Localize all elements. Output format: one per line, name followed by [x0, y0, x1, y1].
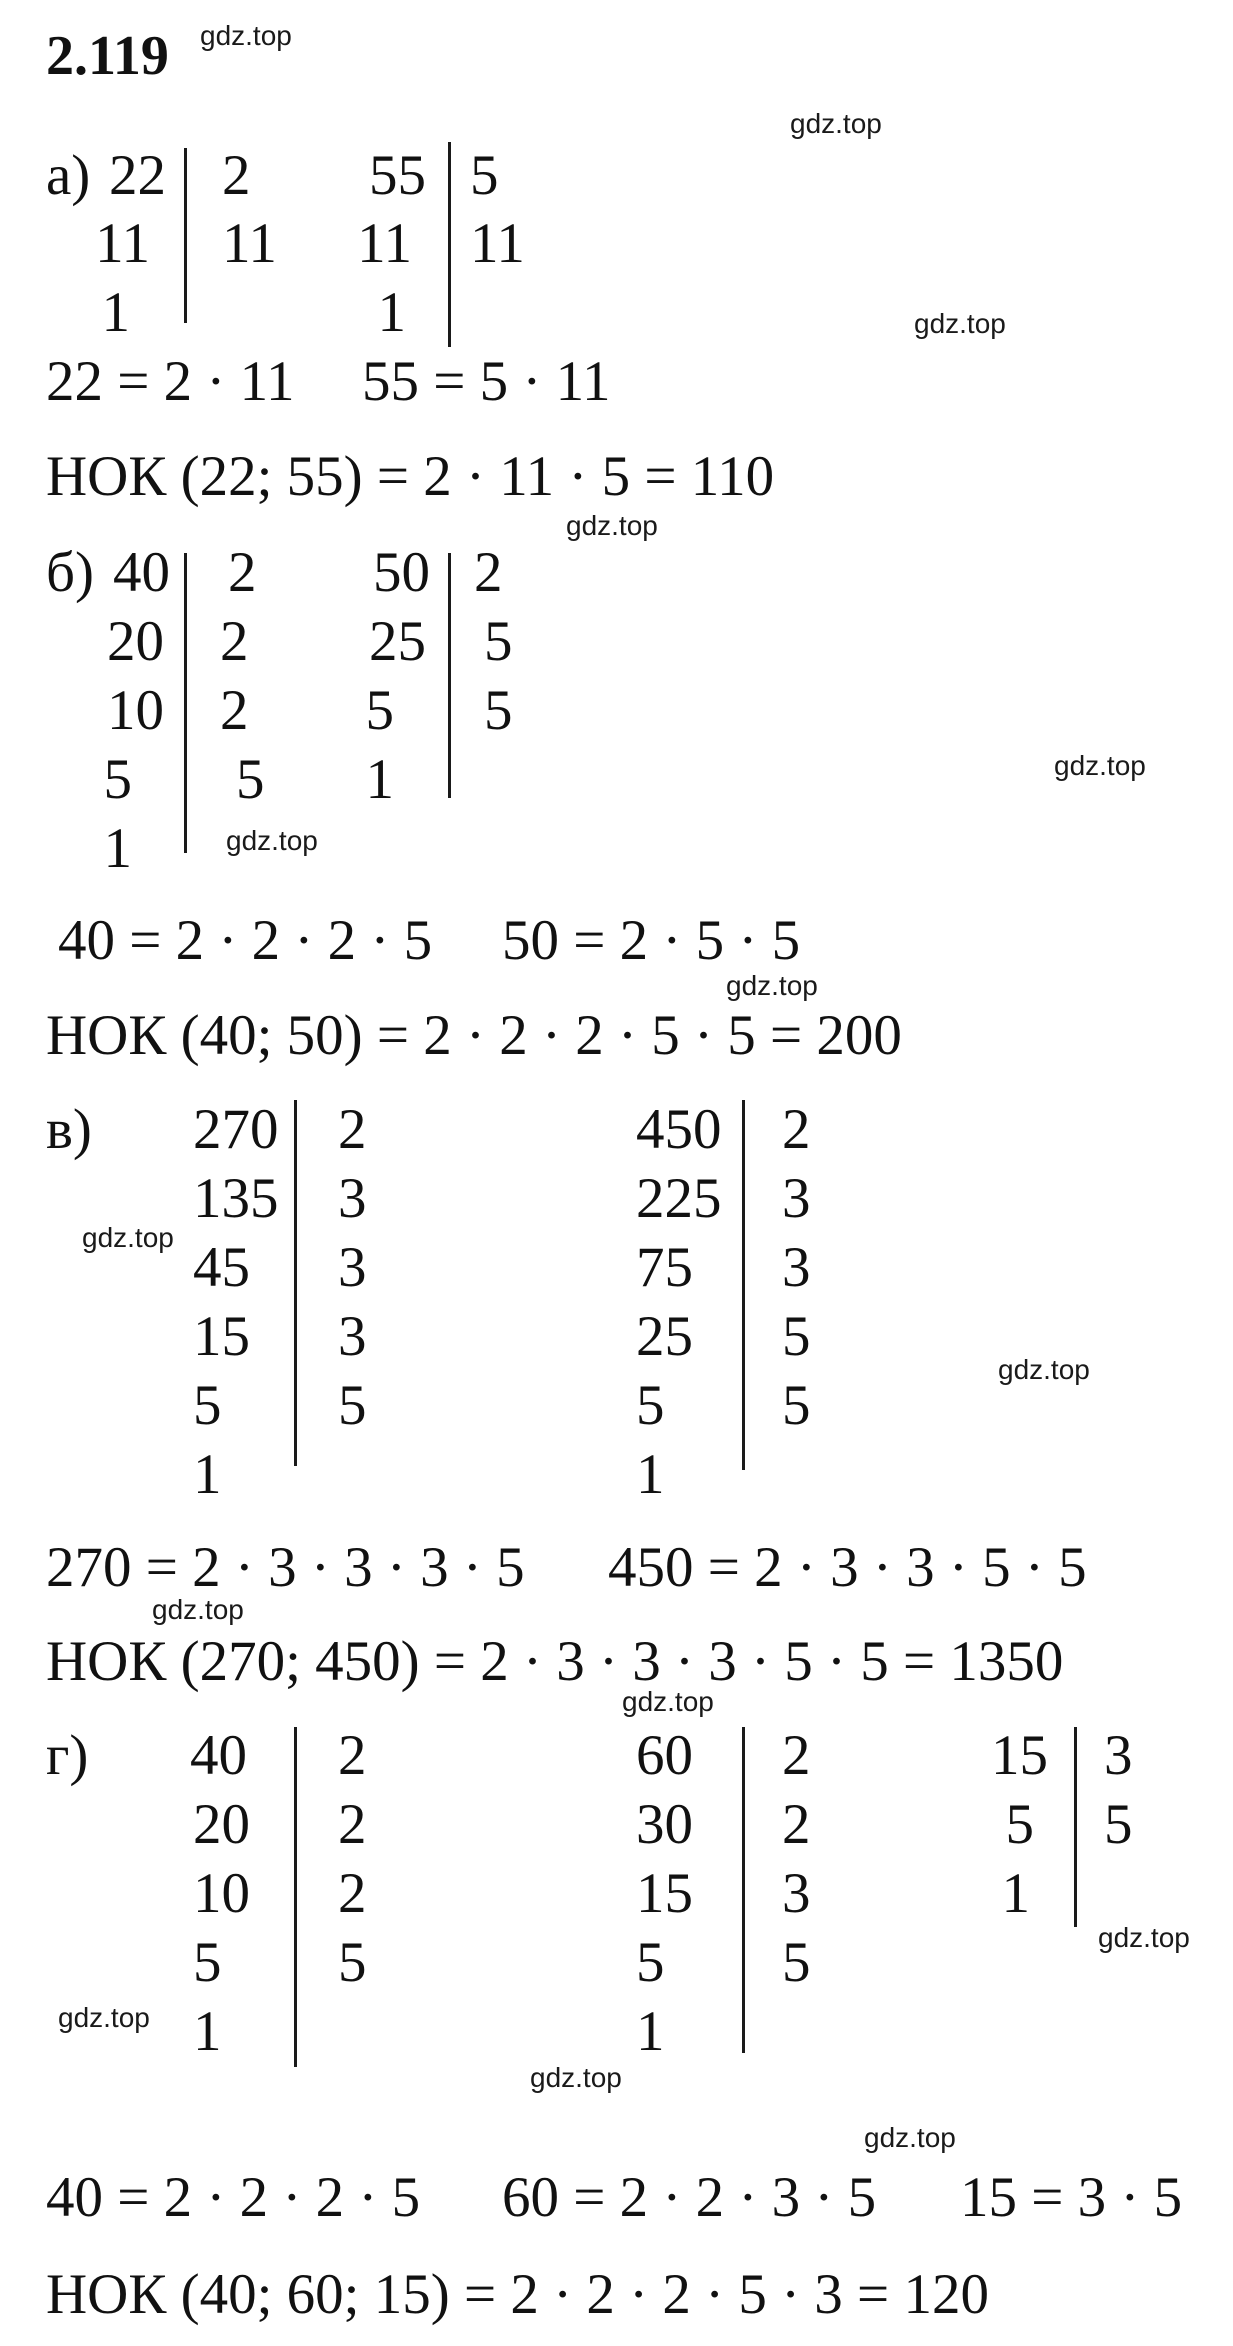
- part-a-t1-factor: 11: [222, 212, 277, 275]
- watermark: gdz.top: [152, 1594, 244, 1625]
- division-bar: [448, 142, 451, 347]
- part-v-t1-factor: 3: [338, 1236, 367, 1299]
- part-a-t2-number: 1: [377, 281, 406, 344]
- part-g-t3-factor: 3: [1104, 1724, 1133, 1787]
- part-a-factorization: 22 = 2 · 11: [46, 350, 295, 413]
- part-a-t1-factor: 2: [222, 144, 251, 207]
- watermark: gdz.top: [1098, 1922, 1190, 1953]
- part-v-t2-number: 450: [636, 1098, 722, 1161]
- part-g-t1-factor: 2: [338, 1724, 367, 1787]
- watermark: gdz.top: [998, 1354, 1090, 1385]
- part-b-t1-factor: 2: [220, 679, 249, 742]
- part-v-t2-number: 75: [636, 1236, 693, 1299]
- watermark: gdz.top: [1054, 750, 1146, 781]
- part-g-t3-factor: 5: [1104, 1793, 1133, 1856]
- part-a-t1-number: 1: [101, 281, 130, 344]
- part-b-t2-number: 50: [373, 541, 430, 604]
- part-g-factorization: 40 = 2 · 2 · 2 · 5: [46, 2166, 421, 2229]
- division-bar: [184, 148, 187, 323]
- part-v-factorization: 450 = 2 · 3 · 3 · 5 · 5: [608, 1536, 1087, 1599]
- part-b-label: б): [46, 541, 94, 604]
- division-bar: [742, 1727, 745, 2053]
- part-g-t3-number: 15: [991, 1724, 1048, 1787]
- part-b-t2-factor: 5: [484, 610, 513, 673]
- division-bar: [742, 1100, 745, 1470]
- part-b-t1-number: 40: [113, 541, 170, 604]
- part-g-t2-factor: 3: [782, 1862, 811, 1925]
- part-v-t1-number: 1: [193, 1443, 222, 1506]
- watermark: gdz.top: [200, 20, 292, 51]
- part-g-t2-factor: 2: [782, 1793, 811, 1856]
- part-b-t1-factor: 2: [220, 610, 249, 673]
- part-v-t2-factor: 2: [782, 1098, 811, 1161]
- part-v-t1-number: 15: [193, 1305, 250, 1368]
- part-v-t1-factor: 2: [338, 1098, 367, 1161]
- part-g-t2-factor: 2: [782, 1724, 811, 1787]
- watermark: gdz.top: [914, 308, 1006, 339]
- part-v-t1-factor: 5: [338, 1374, 367, 1437]
- part-b-t2-number: 5: [365, 679, 394, 742]
- part-g-t2-number: 5: [636, 1931, 665, 1994]
- part-v-t2-factor: 5: [782, 1374, 811, 1437]
- part-b-factorization: 50 = 2 · 5 · 5: [502, 909, 801, 972]
- part-a-factorization: 55 = 5 · 11: [362, 350, 611, 413]
- watermark: gdz.top: [622, 1686, 714, 1717]
- part-g-label: г): [46, 1724, 89, 1787]
- division-bar: [1074, 1727, 1077, 1927]
- part-g-factorization: 60 = 2 · 2 · 3 · 5: [502, 2166, 877, 2229]
- part-v-t2-number: 25: [636, 1305, 693, 1368]
- part-a-t2-number: 11: [357, 212, 412, 275]
- part-g-t2-number: 60: [636, 1724, 693, 1787]
- part-g-t2-factor: 5: [782, 1931, 811, 1994]
- part-v-t2-factor: 3: [782, 1167, 811, 1230]
- part-a-t2-number: 55: [369, 144, 426, 207]
- part-b-t1-number: 1: [103, 817, 132, 880]
- watermark: gdz.top: [790, 108, 882, 139]
- part-v-factorization: 270 = 2 · 3 · 3 · 3 · 5: [46, 1536, 525, 1599]
- part-b-t2-number: 25: [369, 610, 426, 673]
- part-b-t2-factor: 2: [474, 541, 503, 604]
- part-a-t1-number: 22: [109, 144, 166, 207]
- part-g-t1-number: 1: [193, 2000, 222, 2063]
- part-b-factorization: 40 = 2 · 2 · 2 · 5: [58, 909, 433, 972]
- part-v-t1-number: 45: [193, 1236, 250, 1299]
- part-a-t1-number: 11: [95, 212, 150, 275]
- part-v-t2-number: 225: [636, 1167, 722, 1230]
- part-v-t1-number: 5: [193, 1374, 222, 1437]
- part-g-t3-number: 5: [1005, 1793, 1034, 1856]
- part-v-t2-factor: 5: [782, 1305, 811, 1368]
- watermark: gdz.top: [82, 1222, 174, 1253]
- part-a-t2-factor: 11: [470, 212, 525, 275]
- part-g-factorization: 15 = 3 · 5: [960, 2166, 1183, 2229]
- part-b-t1-number: 5: [103, 748, 132, 811]
- division-bar: [294, 1727, 297, 2067]
- part-a-label: а): [46, 144, 91, 207]
- part-b-t1-factor: 2: [228, 541, 257, 604]
- part-v-t1-factor: 3: [338, 1167, 367, 1230]
- part-v-t2-number: 5: [636, 1374, 665, 1437]
- watermark: gdz.top: [226, 825, 318, 856]
- part-a-t2-factor: 5: [470, 144, 499, 207]
- watermark: gdz.top: [530, 2062, 622, 2093]
- watermark: gdz.top: [864, 2122, 956, 2153]
- part-v-t1-number: 135: [193, 1167, 279, 1230]
- part-g-lcm: НОК (40; 60; 15) = 2 · 2 · 2 · 5 · 3 = 120: [46, 2263, 989, 2326]
- part-g-t2-number: 30: [636, 1793, 693, 1856]
- problem-number: 2.119: [46, 25, 169, 87]
- watermark: gdz.top: [58, 2002, 150, 2033]
- part-a-lcm: НОК (22; 55) = 2 · 11 · 5 = 110: [46, 445, 775, 508]
- part-v-lcm: НОК (270; 450) = 2 · 3 · 3 · 3 · 5 · 5 = 1350: [46, 1630, 1064, 1693]
- part-v-label: в): [46, 1098, 92, 1161]
- watermark: gdz.top: [726, 970, 818, 1001]
- part-b-t1-number: 20: [107, 610, 164, 673]
- part-g-t1-factor: 2: [338, 1862, 367, 1925]
- part-b-t1-factor: 5: [236, 748, 265, 811]
- part-v-t1-number: 270: [193, 1098, 279, 1161]
- part-g-t3-number: 1: [1001, 1862, 1030, 1925]
- division-bar: [448, 553, 451, 798]
- part-g-t1-number: 20: [193, 1793, 250, 1856]
- part-g-t1-number: 5: [193, 1931, 222, 1994]
- part-v-t2-factor: 3: [782, 1236, 811, 1299]
- part-g-t1-number: 40: [190, 1724, 247, 1787]
- division-bar: [294, 1100, 297, 1466]
- part-g-t2-number: 15: [636, 1862, 693, 1925]
- part-g-t1-number: 10: [193, 1862, 250, 1925]
- watermark: gdz.top: [566, 510, 658, 541]
- part-g-t1-factor: 5: [338, 1931, 367, 1994]
- part-b-t2-number: 1: [365, 748, 394, 811]
- part-b-t2-factor: 5: [484, 679, 513, 742]
- part-b-lcm: НОК (40; 50) = 2 · 2 · 2 · 5 · 5 = 200: [46, 1004, 902, 1067]
- division-bar: [184, 553, 187, 853]
- part-g-t2-number: 1: [636, 2000, 665, 2063]
- part-v-t1-factor: 3: [338, 1305, 367, 1368]
- part-v-t2-number: 1: [636, 1443, 665, 1506]
- part-g-t1-factor: 2: [338, 1793, 367, 1856]
- part-b-t1-number: 10: [107, 679, 164, 742]
